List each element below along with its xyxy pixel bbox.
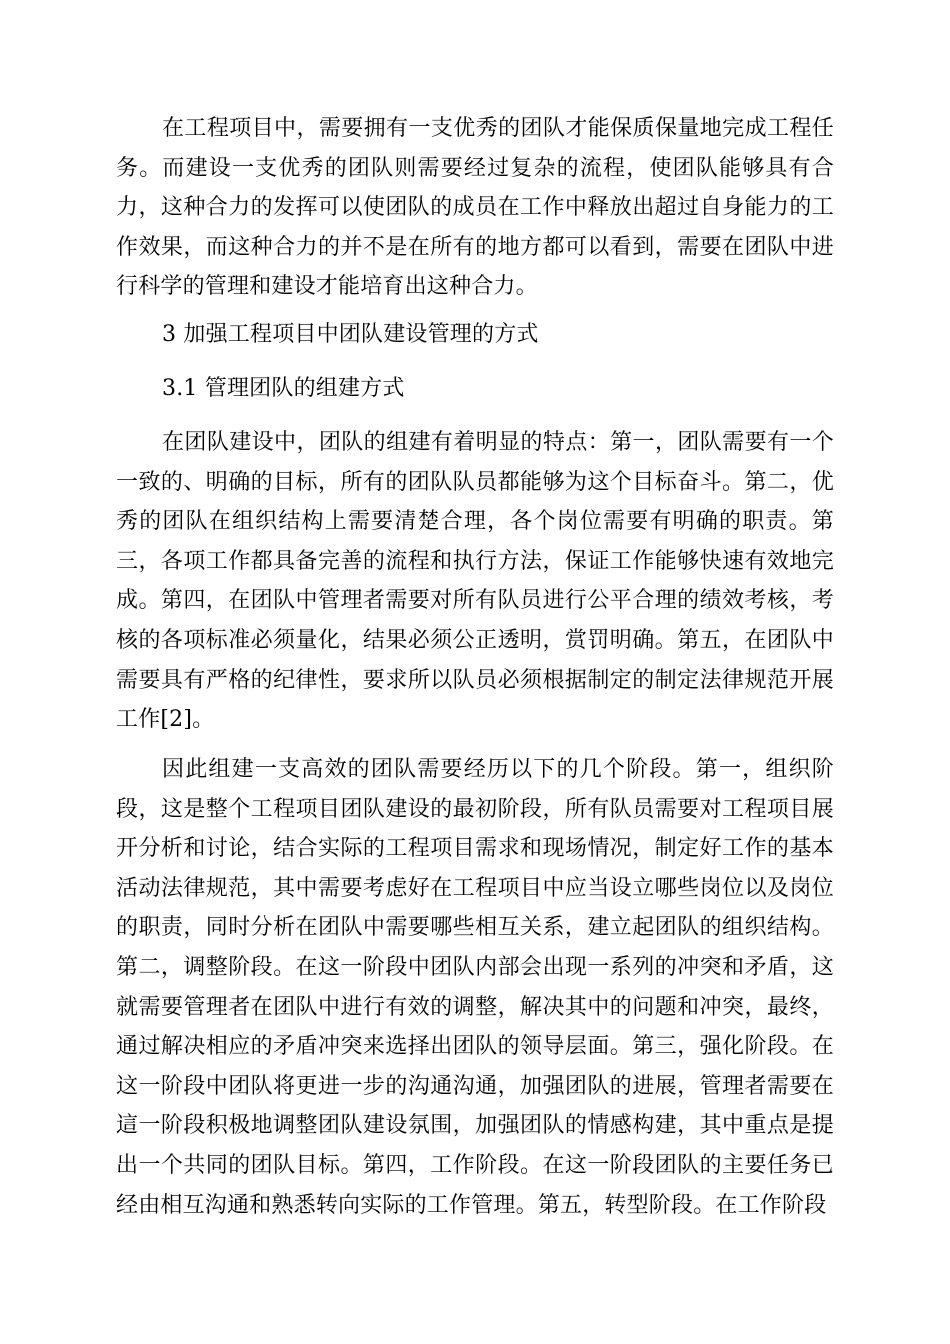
body-paragraph: 因此组建一支高效的团队需要经历以下的几个阶段。第一，组织阶段，这是整个工程项目团队建设的最初阶段，所有队员需要对工程项目展开分析和讨论，结合实际的工程项目需求和现场情况，制定好工作的基本活动法律规范，其中需要考虑好在工程项目中应当设立哪些岗位以及岗位的职责，同时分析在团队中需要哪些相互关系，建立起团队的组织结构。第二，调整阶段。在这一阶段中团队内部会出现一系列的冲突和矛盾，这就需要管理者在团队中进行有效的调整，解决其中的问题和冲突，最终，通过解决相应的矛盾冲突来选择出团队的领导层面。第三，强化阶段。在这一阶段中团队将更进一步的沟通沟通，加强团队的进展，管理者需要在這一阶段积极地调整团队建设氛围，加强团队的情感构建，其中重点是提出一个共同的团队目标。第四，工作阶段。在这一阶段团队的主要任务已经由相互沟通和熟悉转向实际的工作管理。第五，转型阶段。在工作阶段 [116,757,834,1218]
section-heading: 3 加强工程项目中团队建设管理的方式 [162,322,539,347]
body-paragraph: 在团队建设中，团队的组建有着明显的特点：第一，团队需要有一个一致的、明确的目标，所有的团队队员都能够为这个目标奋斗。第二，优秀的团队在组织结构上需要清楚合理，各个岗位需要有明确的职责。第三，各项工作都具备完善的流程和执行方法，保证工作能够快速有效地完成。第四，在团队中管理者需要对所有队员进行公平合理的绩效考核，考核的各项标准必须量化，结果必须公正透明，赏罚明确。第五，在团队中需要具有严格的纪律性，要求所以队员必须根据制定的制定法律规范开展工作[2]。 [116,430,834,733]
body-paragraph: 在工程项目中，需要拥有一支优秀的团队才能保质保量地完成工程任务。而建设一支优秀的团队则需要经过复杂的流程，使团队能够具有合力，这种合力的发挥可以使团队的成员在工作中释放出超过自身能力的工作效果，而这种合力的并不是在所有的地方都可以看到，需要在团队中进行科学的管理和建设才能培育出这种合力。 [116,116,834,300]
subsection-heading: 3.1 管理团队的组建方式 [162,376,405,401]
